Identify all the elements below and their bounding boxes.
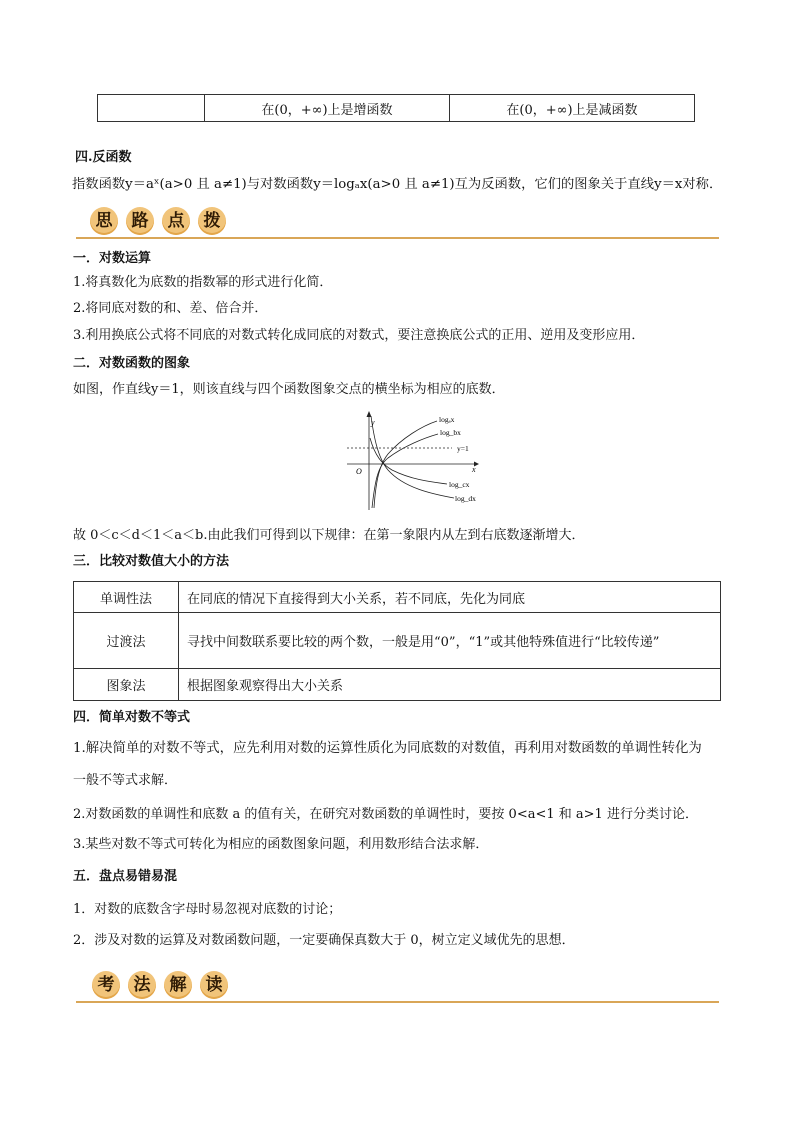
curve-label-log-d: log_dx bbox=[455, 494, 476, 503]
log-operation-item: 1.将真数化为底数的指数幂的形式进行化简． bbox=[73, 275, 333, 290]
curve-label-log-c: log_cx bbox=[449, 480, 470, 489]
method-name: 过渡法 bbox=[74, 613, 179, 669]
curve-label-log-a: logₐx bbox=[439, 415, 455, 424]
banner-char: 点 bbox=[162, 207, 190, 235]
curve-log-c bbox=[370, 438, 447, 484]
log-operation-item: 3.利用换底公式将不同底的对数式转化成同底的对数式，要注意换底公式的正用、逆用及变形应用． bbox=[73, 328, 645, 343]
compare-methods-heading: 三．比较对数值大小的方法 bbox=[73, 554, 230, 569]
banner-underline bbox=[76, 237, 719, 239]
log-inequality-item-3: 3.某些对数不等式可转化为相应的函数图象问题，利用数形结合法求解． bbox=[73, 837, 489, 852]
banner-char: 考 bbox=[92, 971, 120, 999]
curve-log-a bbox=[374, 421, 437, 508]
log-inequality-item-1-cont: 一般不等式求解． bbox=[73, 773, 178, 788]
log-inequality-item-2: 2.对数函数的单调性和底数 a 的值有关，在研究对数函数的单调性时，要按 0<a<1 和 a>1 进行分类讨论． bbox=[73, 807, 698, 822]
method-name: 单调性法 bbox=[74, 582, 179, 613]
banner-exam-analysis bbox=[92, 971, 236, 1001]
inverse-function-text: 指数函数y＝aˣ(a>0 且 a≠1)与对数函数y＝logₐx(a>0 且 a≠1)互为反函数，它们的图象关于直线y＝x对称． bbox=[72, 177, 723, 192]
common-mistakes-heading: 五．盘点易错易混 bbox=[73, 869, 178, 884]
table-row bbox=[74, 613, 721, 669]
log-operation-item: 2.将同底对数的和、差、倍合并． bbox=[73, 301, 268, 316]
table-cell-empty bbox=[98, 95, 205, 122]
log-graph-heading: 二．对数函数的图象 bbox=[73, 356, 191, 371]
log-operation-heading: 一．对数运算 bbox=[73, 251, 152, 266]
table-cell-decreasing: 在(0，+∞)上是减函数 bbox=[450, 95, 695, 122]
method-description: 在同底的情况下直接得到大小关系，若不同底，先化为同底 bbox=[179, 582, 721, 613]
curve-label-log-b: log_bx bbox=[440, 428, 461, 437]
common-mistakes-item: 1．对数的底数含字母时易忽视对底数的讨论； bbox=[73, 902, 342, 917]
x-axis-label: x bbox=[472, 465, 476, 474]
log-graph-conclusion: 故 0＜c＜d＜1＜a＜b.由此我们可得到以下规律：在第一象限内从左到右底数逐渐增大． bbox=[73, 528, 585, 543]
method-description: 寻找中间数联系要比较的两个数，一般是用“0”，“1”或其他特殊值进行“比较传递” bbox=[179, 613, 721, 669]
log-curves-figure bbox=[342, 408, 492, 513]
banner-char: 拨 bbox=[198, 207, 226, 235]
increasing-decreasing-table bbox=[97, 94, 695, 122]
log-graph-intro: 如图，作直线y＝1，则该直线与四个函数图象交点的横坐标为相应的底数． bbox=[73, 382, 505, 397]
banner-char: 路 bbox=[126, 207, 154, 235]
line-y-equals-1-label: y=1 bbox=[457, 444, 469, 453]
banner-char: 思 bbox=[90, 207, 118, 235]
table-row bbox=[74, 582, 721, 613]
method-description: 根据图象观察得出大小关系 bbox=[179, 669, 721, 701]
method-name: 图象法 bbox=[74, 669, 179, 701]
banner-underline bbox=[76, 1001, 719, 1003]
banner-char: 解 bbox=[164, 971, 192, 999]
banner-char: 法 bbox=[128, 971, 156, 999]
curve-log-b bbox=[372, 434, 438, 508]
origin-label: O bbox=[356, 467, 362, 476]
table-row bbox=[74, 669, 721, 701]
compare-methods-table bbox=[73, 581, 721, 701]
banner-thinking-tips bbox=[90, 207, 234, 237]
log-inequality-heading: 四．简单对数不等式 bbox=[73, 710, 191, 725]
inverse-function-heading: 四.反函数 bbox=[75, 150, 132, 165]
common-mistakes-item: 2．涉及对数的运算及对数函数问题，一定要确保真数大于 0，树立定义域优先的思想． bbox=[73, 933, 575, 948]
log-inequality-item-1: 1.解决简单的对数不等式，应先利用对数的运算性质化为同底数的对数值，再利用对数函数的单调性转化为 bbox=[73, 741, 702, 756]
y-axis-label: y bbox=[371, 418, 375, 427]
banner-char: 读 bbox=[200, 971, 228, 999]
table-cell-increasing: 在(0，+∞)上是增函数 bbox=[205, 95, 450, 122]
